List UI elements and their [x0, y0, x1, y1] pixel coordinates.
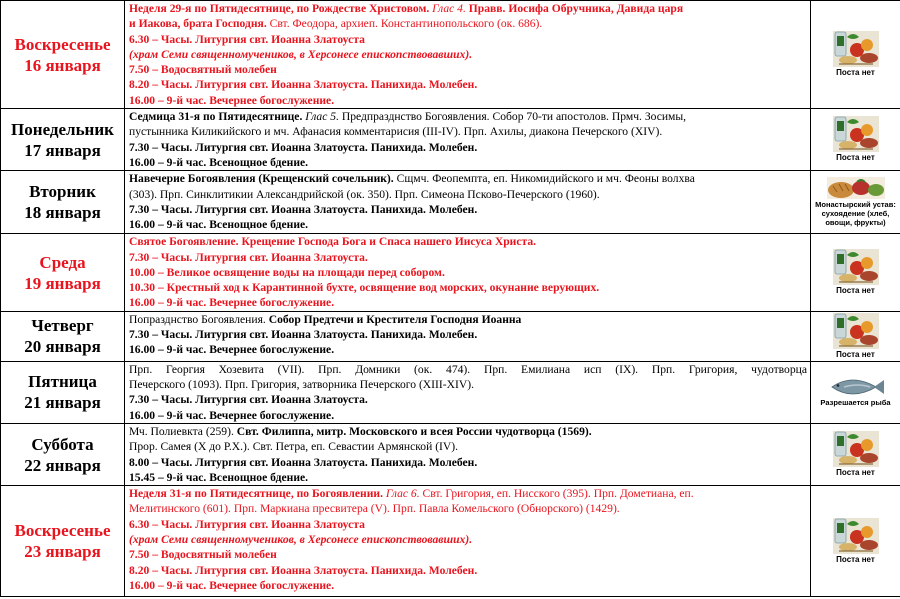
- schedule-row: [1, 361, 900, 423]
- schedule-row: [1, 311, 900, 361]
- day-name: Суббота: [31, 434, 94, 454]
- schedule-row: [1, 423, 900, 485]
- services-cell: Неделя 31-я по Пятидесятнице, по Богоявлении. Глас 6. Свт. Григория, еп. Нисского (395). Прп. Дометиана, еп. Мелитинского (601). Прп. Маркиана пресвитера (V). Прп. Павла Комельского (Обнорского) (1429). 6.30 – Часы. Литургия свт. Иоанна Златоуста (храм Семи священномучеников, в Херсонесе епископствовавших). 7.50 – Водосвятный молебен 8.20 – Часы. Литургия свт. Иоанна Златоуста. Панихида. Молебен. 16.00 – 9-й час. Вечернее богослужение.: [125, 486, 811, 597]
- services-cell: Святое Богоявление. Крещение Господа Бога и Спаса нашего Иисуса Христа. 7.30 – Часы. Литургия свт. Иоанна Златоуста. 10.00 – Великое освящение воды на площади перед собором. 10.30 – Крестный ход к Карантинной бухте, освящение вод морских, окунание верующих. 16.00 – 9-й час. Вечернее богослужение.: [125, 234, 811, 311]
- fast-label: Поста нет: [836, 349, 875, 359]
- fast-label: Разрешается рыба: [820, 398, 891, 408]
- day-date: 22 января: [24, 455, 101, 475]
- fish-icon: [826, 377, 886, 397]
- services-cell: Попразднство Богоявления. Собор Предтечи и Крестителя Господня Иоанна 7.30 – Часы. Литургия свт. Иоанна Златоуста. Панихида. Молебен. 16.00 – 9-й час. Вечернее богослужение.: [125, 311, 811, 361]
- fast-label: Поста нет: [836, 286, 875, 295]
- day-cell: [1, 234, 125, 311]
- food-icon: [833, 116, 879, 152]
- fast-cell: [811, 234, 900, 311]
- day-cell: [1, 109, 125, 171]
- day-name: Четверг: [31, 316, 94, 336]
- fast-cell: [811, 311, 900, 361]
- food-icon: [833, 518, 879, 554]
- bread-vegetables-icon: [827, 177, 885, 199]
- services-cell: Навечерие Богоявления (Крещенский сочельник). Сщмч. Феопемпта, еп. Никомидийского и мч. Феоны волхва (303). Прп. Синклитикии Александрийской (ок. 350). Прп. Симеона Псково-Печерского (1960). 7.30 – Часы. Литургия свт. Иоанна Златоуста. Панихида. Молебен. 16.00 – 9-й час. Всенощное бдение.: [125, 171, 811, 234]
- day-date: 20 января: [24, 337, 101, 357]
- food-icon: [833, 313, 879, 349]
- day-cell: [1, 423, 125, 485]
- day-name: Вторник: [29, 182, 96, 202]
- day-name: Пятница: [28, 372, 97, 392]
- day-date: 16 января: [24, 55, 101, 75]
- day-cell: [1, 1, 125, 109]
- food-icon: [833, 431, 879, 467]
- day-date: 21 января: [24, 393, 101, 413]
- day-date: 19 января: [24, 273, 101, 293]
- day-cell: [1, 311, 125, 361]
- fast-label: Поста нет: [836, 68, 875, 78]
- day-name: Воскресенье: [14, 521, 111, 541]
- schedule-row: [1, 1, 900, 109]
- fast-cell: [811, 171, 900, 234]
- fast-label: Поста нет: [836, 153, 875, 163]
- fast-label: Поста нет: [836, 468, 875, 478]
- day-name: Воскресенье: [14, 34, 111, 54]
- services-cell: Седмица 31-я по Пятидесятнице. Глас 5. Предпразднство Богоявления. Собор 70-ти апостолов. Прмч. Зосимы, пустынника Киликийского и мч. Афанасия комментарисия (III-IV). Прп. Ахилы, диакона Печерского (XIV). 7.30 – Часы. Литургия свт. Иоанна Златоуста. Панихида. Молебен. 16.00 – 9-й час. Всенощное бдение.: [125, 109, 811, 171]
- day-date: 17 января: [24, 140, 101, 160]
- fast-cell: [811, 109, 900, 171]
- fast-label: Поста нет: [836, 554, 875, 564]
- services-cell: Прп. Георгия Хозевита (VII). Прп. Домники (ок. 474). Прп. Емилиана исп (IX). Прп. Григория, чудотворца Печерского (1093). Прп. Григория, затворника Печерского (XIII-XIV). 7.30 – Часы. Литургия свт. Иоанна Златоуста. 16.00 – 9-й час. Вечернее богослужение.: [125, 361, 811, 423]
- services-cell: Мч. Полиевкта (259). Свт. Филиппа, митр. Московского и всея России чудотворца (1569). Прор. Самея (X до Р.Х.). Свт. Петра, еп. Севастии Армянской (IV). 8.00 – Часы. Литургия свт. Иоанна Златоуста. Панихида. Молебен. 15.45 – 9-й час. Всенощное бдение.: [125, 423, 811, 485]
- fast-cell: [811, 486, 900, 597]
- day-date: 23 января: [24, 542, 101, 562]
- day-name: Понедельник: [11, 119, 114, 139]
- fast-cell: [811, 423, 900, 485]
- food-icon: [833, 249, 879, 285]
- schedule-row: [1, 109, 900, 171]
- day-date: 18 января: [24, 203, 101, 223]
- fast-cell: [811, 1, 900, 109]
- day-cell: [1, 171, 125, 234]
- fast-cell: [811, 361, 900, 423]
- schedule-row: [1, 171, 900, 234]
- food-icon: [833, 31, 879, 67]
- fast-label: Монастырский устав: сухоядение (хлеб, овощи, фрукты): [815, 200, 896, 228]
- day-name: Среда: [39, 252, 86, 272]
- schedule-row: [1, 486, 900, 597]
- day-cell: [1, 361, 125, 423]
- day-cell: [1, 486, 125, 597]
- services-cell: Неделя 29-я по Пятидесятнице, по Рождестве Христовом. Глас 4. Правв. Иосифа Обручника, Давида царя и Иакова, брата Господня. Свт. Феодора, архиеп. Константинопольского (ок. 686). 6.30 – Часы. Литургия свт. Иоанна Златоуста (храм Семи священномучеников, в Херсонесе епископствовавших). 7.50 – Водосвятный молебен 8.20 – Часы. Литургия свт. Иоанна Златоуста. Панихида. Молебен. 16.00 – 9-й час. Вечернее богослужение.: [125, 1, 811, 109]
- schedule-row: [1, 234, 900, 311]
